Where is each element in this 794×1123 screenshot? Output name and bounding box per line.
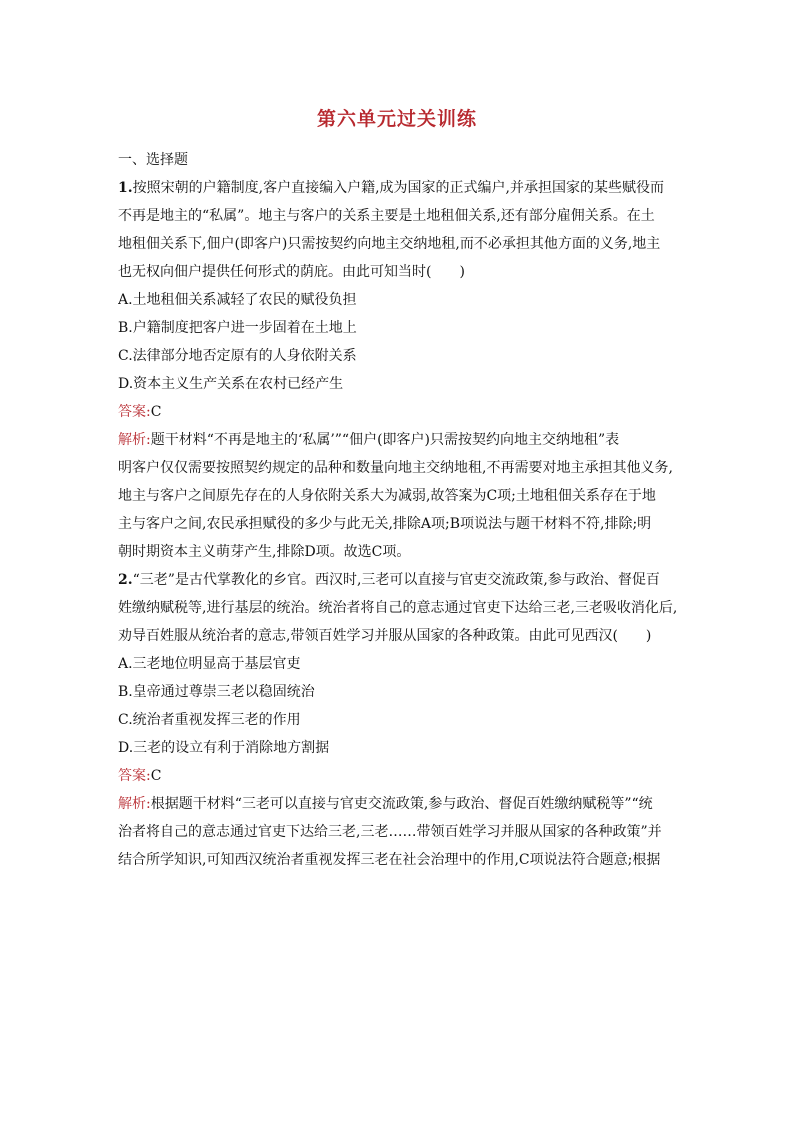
section-heading: 一、选择题 xyxy=(118,152,188,168)
answer-line xyxy=(118,398,678,426)
answer-value: C xyxy=(150,404,162,420)
document-body xyxy=(118,146,678,874)
option-a: A.三老地位明显高于基层官吏 xyxy=(118,656,301,672)
question-stem-line: 劝导百姓服从统治者的意志,带领百姓学习并服从国家的各种政策。由此可见西汉( ) xyxy=(118,628,652,644)
analysis-line: 解析:根据题干材料“三老可以直接与官吏交流政策,参与政治、督促百姓缴纳赋税等”“统 xyxy=(118,796,653,812)
analysis-line: 主与客户之间,农民承担赋役的多少与此无关,排除A项;B项说法与题干材料不符,排除;明 xyxy=(118,516,652,532)
analysis-label: 解析: xyxy=(118,796,151,812)
answer-label: 答案: xyxy=(118,404,151,420)
analysis-label: 解析: xyxy=(118,432,151,448)
question-stem-line: 1.按照宋朝的户籍制度,客户直接编入户籍,成为国家的正式编户,并承担国家的某些赋役而 xyxy=(118,180,664,196)
analysis-line: 朝时期资本主义萌芽产生,排除D项。故选C项。 xyxy=(118,544,411,560)
analysis-line: 地主与客户之间原先存在的人身依附关系大为减弱,故答案为C项;土地租佃关系存在于地 xyxy=(118,488,656,504)
option-b: B.皇帝通过尊崇三老以稳固统治 xyxy=(118,684,315,700)
question-stem-line: 也无权向佃户提供任何形式的荫庇。由此可知当时( ) xyxy=(118,264,465,280)
analysis-line: 解析:题干材料“不再是地主的‘私属’”“佃户(即客户)只需按契约向地主交纳地租”表 xyxy=(118,432,620,448)
answer-value: C xyxy=(150,768,162,784)
option-a: A.土地租佃关系减轻了农民的赋役负担 xyxy=(118,292,357,308)
question-stem-line: 地租佃关系下,佃户(即客户)只需按契约向地主交纳地租,而不必承担其他方面的义务,地主 xyxy=(118,236,661,252)
option-d: D.三老的设立有利于消除地方割据 xyxy=(118,740,330,756)
option-d: D.资本主义生产关系在农村已经产生 xyxy=(118,376,344,392)
question-1 xyxy=(118,174,678,566)
analysis-line: 明客户仅仅需要按照契约规定的品种和数量向地主交纳地租,不再需要对地主承担其他义务, xyxy=(118,460,673,476)
question-stem-line: 姓缴纳赋税等,进行基层的统治。统治者将自己的意志通过官吏下达给三老,三老吸收消化后, xyxy=(118,600,678,616)
option-b: B.户籍制度把客户进一步固着在土地上 xyxy=(118,320,357,336)
option-c: C.统治者重视发挥三老的作用 xyxy=(118,712,301,728)
question-stem-line: 不再是地主的“私属”。地主与客户的关系主要是土地租佃关系,还有部分雇佣关系。在土 xyxy=(118,208,655,224)
question-number: 1. xyxy=(118,180,133,196)
analysis-line: 治者将自己的意志通过官吏下达给三老,三老……带领百姓学习并服从国家的各种政策”并 xyxy=(118,824,662,840)
question-number: 2. xyxy=(118,572,133,588)
answer-line xyxy=(118,762,678,790)
page-title: 第六单元过关训练 xyxy=(316,108,477,130)
answer-label: 答案: xyxy=(118,768,151,784)
analysis-line: 结合所学知识,可知西汉统治者重视发挥三老在社会治理中的作用,C项说法符合题意;根据 xyxy=(118,852,661,868)
question-2 xyxy=(118,566,678,874)
question-stem-line: 2.“三老”是古代掌教化的乡官。西汉时,三老可以直接与官吏交流政策,参与政治、督促百 xyxy=(118,572,660,588)
option-c: C.法律部分地否定原有的人身依附关系 xyxy=(118,348,357,364)
